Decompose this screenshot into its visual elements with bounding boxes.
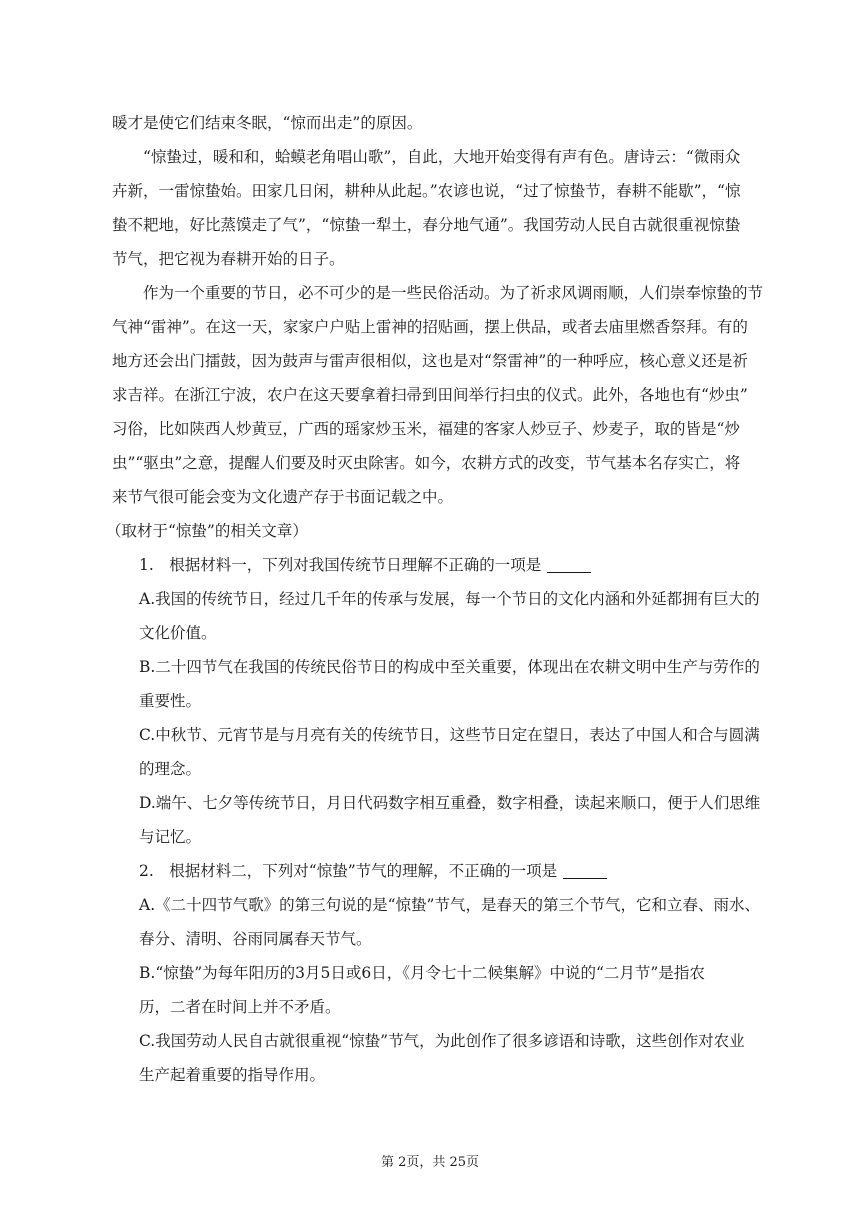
option-line: C.中秋节、元宵节是与月亮有关的传统节日，这些节日定在望日，表达了中国人和合与圆满 — [139, 726, 760, 744]
text-line: 来节气很可能会变为文化遗产存于书面记载之中。 — [112, 488, 454, 506]
text-line: 暖才是使它们结束冬眠，“惊而出走”的原因。 — [112, 114, 423, 132]
source-note: （取材于“惊蛰”的相关文章） — [106, 522, 308, 540]
option-line: 与记忆。 — [139, 828, 202, 846]
question-1 — [112, 548, 761, 854]
option-line: B.“惊蛰”为每年阳历的3月5日或6日，《月令七十二候集解》中说的“二月节”是指农 — [139, 964, 705, 982]
page-content — [106, 106, 764, 1092]
option-line: 的理念。 — [139, 760, 202, 778]
option-a — [112, 582, 760, 650]
option-line: D.端午、七夕等传统节日，月日代码数字相互重叠，数字相叠，读起来顺口，便于人们思维 — [139, 794, 761, 812]
option-c — [112, 1024, 752, 1092]
text-line: “惊蛰过，暖和和，蛤蟆老角唱山歌”，自此，大地开始变得有声有色。唐诗云：“微雨众 — [143, 148, 741, 166]
passage-paragraph — [112, 106, 752, 140]
option-line: 春分、清明、谷雨同属春天节气。 — [139, 930, 372, 948]
text-line: 节气，把它视为春耕开始的日子。 — [112, 250, 345, 268]
option-line: 生产起着重要的指导作用。 — [139, 1066, 326, 1084]
question-stem-text: 1. 根据材料一，下列对我国传统节日理解不正确的一项是 — [139, 556, 542, 574]
text-line: 气神“雷神”。在这一天，家家户户贴上雷神的招贴画，摆上供品，或者去庙里燃香祭拜。有的 — [112, 318, 748, 336]
option-line: A.我国的传统节日，经过几千年的传承与发展，每一个节日的文化内涵和外延都拥有巨大的 — [139, 590, 760, 608]
question-2 — [112, 854, 760, 1092]
passage-paragraph — [112, 140, 752, 276]
option-line: 历，二者在时间上并不矛盾。 — [139, 998, 341, 1016]
page-footer: 第 2页，共 25页 — [380, 1155, 480, 1170]
question-stem — [112, 548, 752, 582]
question-stem-text: 2. 根据材料二，下列对“惊蛰”节气的理解，不正确的一项是 — [139, 862, 558, 880]
option-b — [112, 956, 752, 1024]
option-a — [112, 888, 760, 956]
text-line: 卉新，一雷惊蛰始。田家几日闲，耕种从此起。”农谚也说，“过了惊蛰节，春耕不能歇”，“惊 — [112, 182, 741, 200]
text-line: 虫”“驱虫”之意，提醒人们要及时灭虫除害。如今，农耕方式的改变，节气基本名存实亡，将 — [112, 454, 741, 472]
text-line: 蛰不耙地，好比蒸馍走了气”，“惊蛰一犁土，春分地气通”。我国劳动人民自古就很重视惊蛰 — [112, 216, 741, 234]
option-line: C.我国劳动人民自古就很重视“惊蛰”节气，为此创作了很多谚语和诗歌，这些创作对农业 — [139, 1032, 745, 1050]
text-line: 地方还会出门擂鼓，因为鼓声与雷声很相似，这也是对“祭雷神”的一种呼应，核心意义还是祈 — [112, 352, 748, 370]
option-b — [112, 650, 760, 718]
option-d — [112, 786, 761, 854]
text-line: 求吉祥。在浙江宁波，农户在这天要拿着扫帚到田间举行扫虫的仪式。此外，各地也有“炒虫” — [112, 386, 748, 404]
text-line: 作为一个重要的节日，必不可少的是一些民俗活动。为了祈求风调雨顺，人们崇奉惊蛰的节 — [143, 284, 764, 302]
option-line: A.《二十四节气歌》的第三句说的是“惊蛰”节气，是春天的第三个节气，它和立春、雨水、 — [139, 896, 760, 914]
option-line: 文化价值。 — [139, 624, 217, 642]
option-line: 重要性。 — [139, 692, 202, 710]
option-line: B.二十四节气在我国的传统民俗节日的构成中至关重要，体现出在农耕文明中生产与劳作的 — [139, 658, 760, 676]
option-c — [112, 718, 760, 786]
text-line: 习俗，比如陕西人炒黄豆，广西的瑶家炒玉米，福建的客家人炒豆子、炒麦子，取的皆是“炒 — [112, 420, 740, 438]
answer-blank — [547, 556, 591, 573]
question-stem — [112, 854, 752, 888]
answer-blank — [563, 862, 607, 879]
passage-paragraph — [112, 276, 764, 514]
